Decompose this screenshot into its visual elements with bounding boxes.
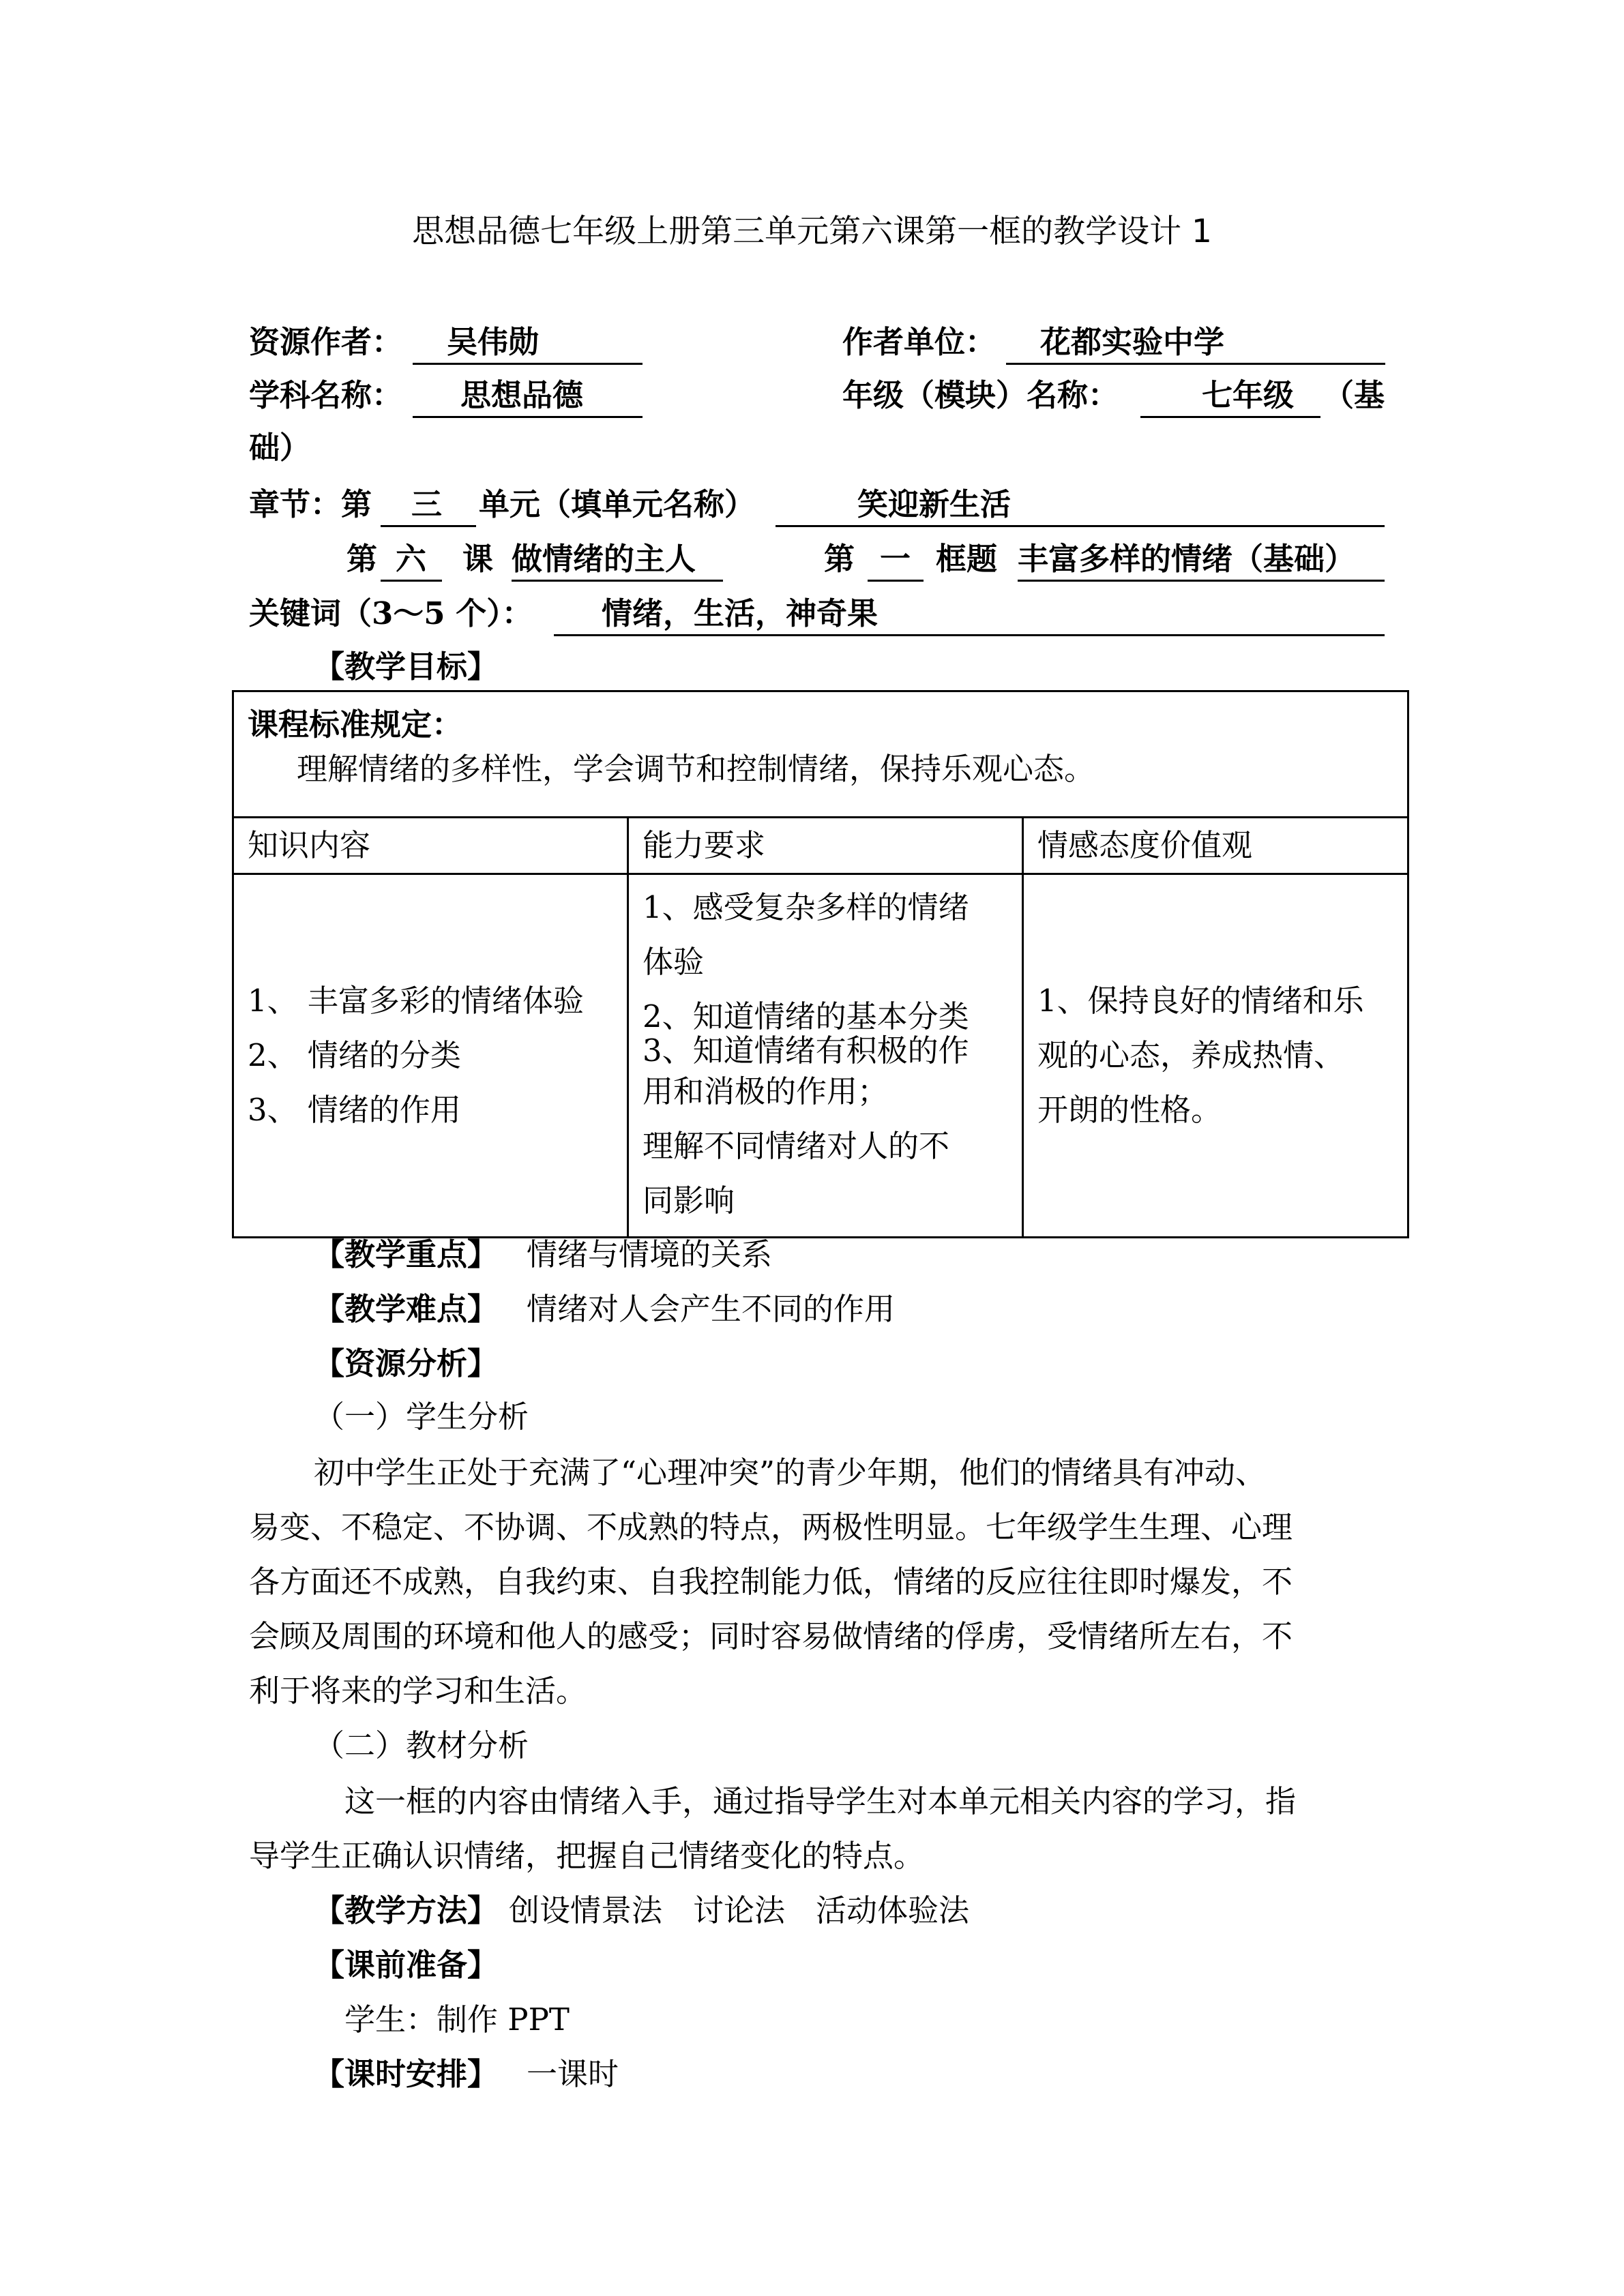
- frame-name: 丰富多样的情绪（基础）: [1018, 541, 1356, 577]
- grade-suffix-wrap: 础）: [249, 430, 311, 466]
- grade-value: 七年级: [1202, 377, 1295, 413]
- attitude-line: 开朗的性格。: [1037, 1092, 1222, 1128]
- lesson-num: 六: [396, 541, 427, 577]
- page-title: 思想品德七年级上册第三单元第六课第一框的教学设计 1: [412, 213, 1212, 250]
- grade-field: [1140, 375, 1320, 418]
- key-point-row: [314, 1234, 772, 1275]
- lesson-name-field: [512, 539, 723, 582]
- schedule-row: [314, 2054, 619, 2095]
- author-field: [413, 322, 643, 365]
- header-knowledge: 知识内容: [233, 818, 628, 874]
- chapter-label: 章节：第: [249, 486, 372, 522]
- standard-text: 理解情绪的多样性，学会调节和控制情绪，保持乐观心态。: [297, 751, 1095, 787]
- chapter-name: 笑迎新生活: [857, 486, 1012, 522]
- keywords-label: 关键词（3～5 个）：: [249, 595, 533, 631]
- unit-field: [1006, 322, 1385, 365]
- lesson-name: 做情绪的主人: [512, 541, 696, 577]
- key-point-text: 情绪与情境的关系: [527, 1236, 773, 1272]
- ability-cell: [628, 874, 1023, 1238]
- standard-label: 课程标准规定：: [248, 706, 463, 743]
- unit-value: 花都实验中学: [1040, 324, 1225, 360]
- method-text: 创设情景法 讨论法 活动体验法: [509, 1892, 970, 1928]
- ability-line: 3、知道情绪有积极的作: [643, 1032, 969, 1069]
- attitude-line: 1、保持良好的情绪和乐: [1037, 983, 1364, 1019]
- prep-heading: 【课前准备】: [314, 1947, 499, 1983]
- subject-value: 思想品德: [460, 377, 584, 413]
- header-row: [233, 818, 1408, 874]
- schedule-label: 【课时安排】: [314, 2056, 499, 2092]
- material-analysis-line: 这一框的内容由情绪入手，通过指导学生对本单元相关内容的学习，指: [344, 1783, 1297, 1819]
- attitude-line: 观的心态，养成热情、: [1037, 1037, 1345, 1073]
- resource-heading: 【资源分析】: [314, 1345, 499, 1382]
- chapter-num: 三: [411, 486, 443, 522]
- key-point-label: 【教学重点】: [314, 1236, 499, 1272]
- frame-name-field: [1018, 539, 1385, 582]
- student-analysis-line: 易变、不稳定、不协调、不成熟的特点，两极性明显。七年级学生生理、心理: [249, 1509, 1293, 1545]
- material-analysis-heading: （二）教材分析: [314, 1727, 529, 1763]
- student-analysis-line: 初中学生正处于充满了“心理冲突”的青少年期，他们的情绪具有冲动、: [314, 1455, 1267, 1491]
- material-analysis-line: 导学生正确认识情绪，把握自己情绪变化的特点。: [249, 1838, 925, 1874]
- student-analysis-line: 会顾及周围的环境和他人的感受；同时容易做情绪的俘虏，受情绪所左右，不: [249, 1618, 1293, 1654]
- grade-label: 年级（模块）名称：: [842, 377, 1119, 413]
- chapter-name-field: [776, 484, 1385, 527]
- ability-line: 2、知道情绪的基本分类: [643, 998, 969, 1034]
- method-row: [314, 1890, 969, 1931]
- attitude-cell: [1023, 874, 1408, 1238]
- author-value: 吴伟勋: [447, 324, 540, 360]
- header-ability: 能力要求: [628, 818, 1023, 874]
- frame-mid: 框题: [936, 541, 998, 577]
- grade-suffix: （基: [1323, 377, 1385, 413]
- lesson-prefix: 第: [346, 541, 378, 577]
- schedule-text: 一课时: [527, 2056, 619, 2092]
- ability-line: 1、感受复杂多样的情绪: [643, 889, 969, 925]
- header-attitude: 情感态度价值观: [1023, 818, 1408, 874]
- ability-line: 体验: [643, 944, 705, 980]
- method-label: 【教学方法】: [314, 1892, 499, 1928]
- student-analysis-heading: （一）学生分析: [314, 1399, 529, 1435]
- keywords-value: 情绪，生活，神奇果: [602, 595, 879, 631]
- author-label: 资源作者：: [249, 324, 403, 360]
- difficulty-text: 情绪对人会产生不同的作用: [527, 1291, 896, 1327]
- lesson-mid: 课: [462, 541, 494, 577]
- keywords-field: [554, 593, 1385, 636]
- chapter-num-field: [381, 484, 476, 527]
- ability-line: 用和消极的作用；: [643, 1073, 889, 1109]
- subject-label: 学科名称：: [249, 377, 403, 413]
- subject-field: [413, 375, 643, 418]
- standard-row: [233, 691, 1408, 818]
- difficulty-row: [314, 1289, 895, 1330]
- ability-line: 理解不同情绪对人的不: [643, 1128, 950, 1164]
- prep-text: 学生：制作 PPT: [344, 2001, 570, 2038]
- student-analysis-line: 利于将来的学习和生活。: [249, 1673, 587, 1709]
- frame-num: 一: [880, 541, 911, 577]
- knowledge-item: 2、 情绪的分类: [248, 1037, 461, 1073]
- lesson-num-field: [381, 539, 442, 582]
- chapter-mid: 单元（填单元名称）: [479, 486, 756, 522]
- ability-line: 同影响: [643, 1182, 735, 1219]
- knowledge-item: 1、 丰富多彩的情绪体验: [248, 983, 584, 1019]
- unit-label: 作者单位：: [842, 324, 996, 360]
- objectives-heading: 【教学目标】: [314, 648, 499, 685]
- difficulty-label: 【教学难点】: [314, 1291, 499, 1327]
- frame-prefix: 第: [824, 541, 855, 577]
- content-row: [233, 874, 1408, 1238]
- student-analysis-line: 各方面还不成熟，自我约束、自我控制能力低，情绪的反应往往即时爆发，不: [249, 1564, 1293, 1600]
- objectives-table: [232, 690, 1409, 1238]
- frame-num-field: [868, 539, 924, 582]
- standard-cell: [233, 691, 1408, 818]
- knowledge-item: 3、 情绪的作用: [248, 1092, 461, 1128]
- knowledge-cell: [233, 874, 628, 1238]
